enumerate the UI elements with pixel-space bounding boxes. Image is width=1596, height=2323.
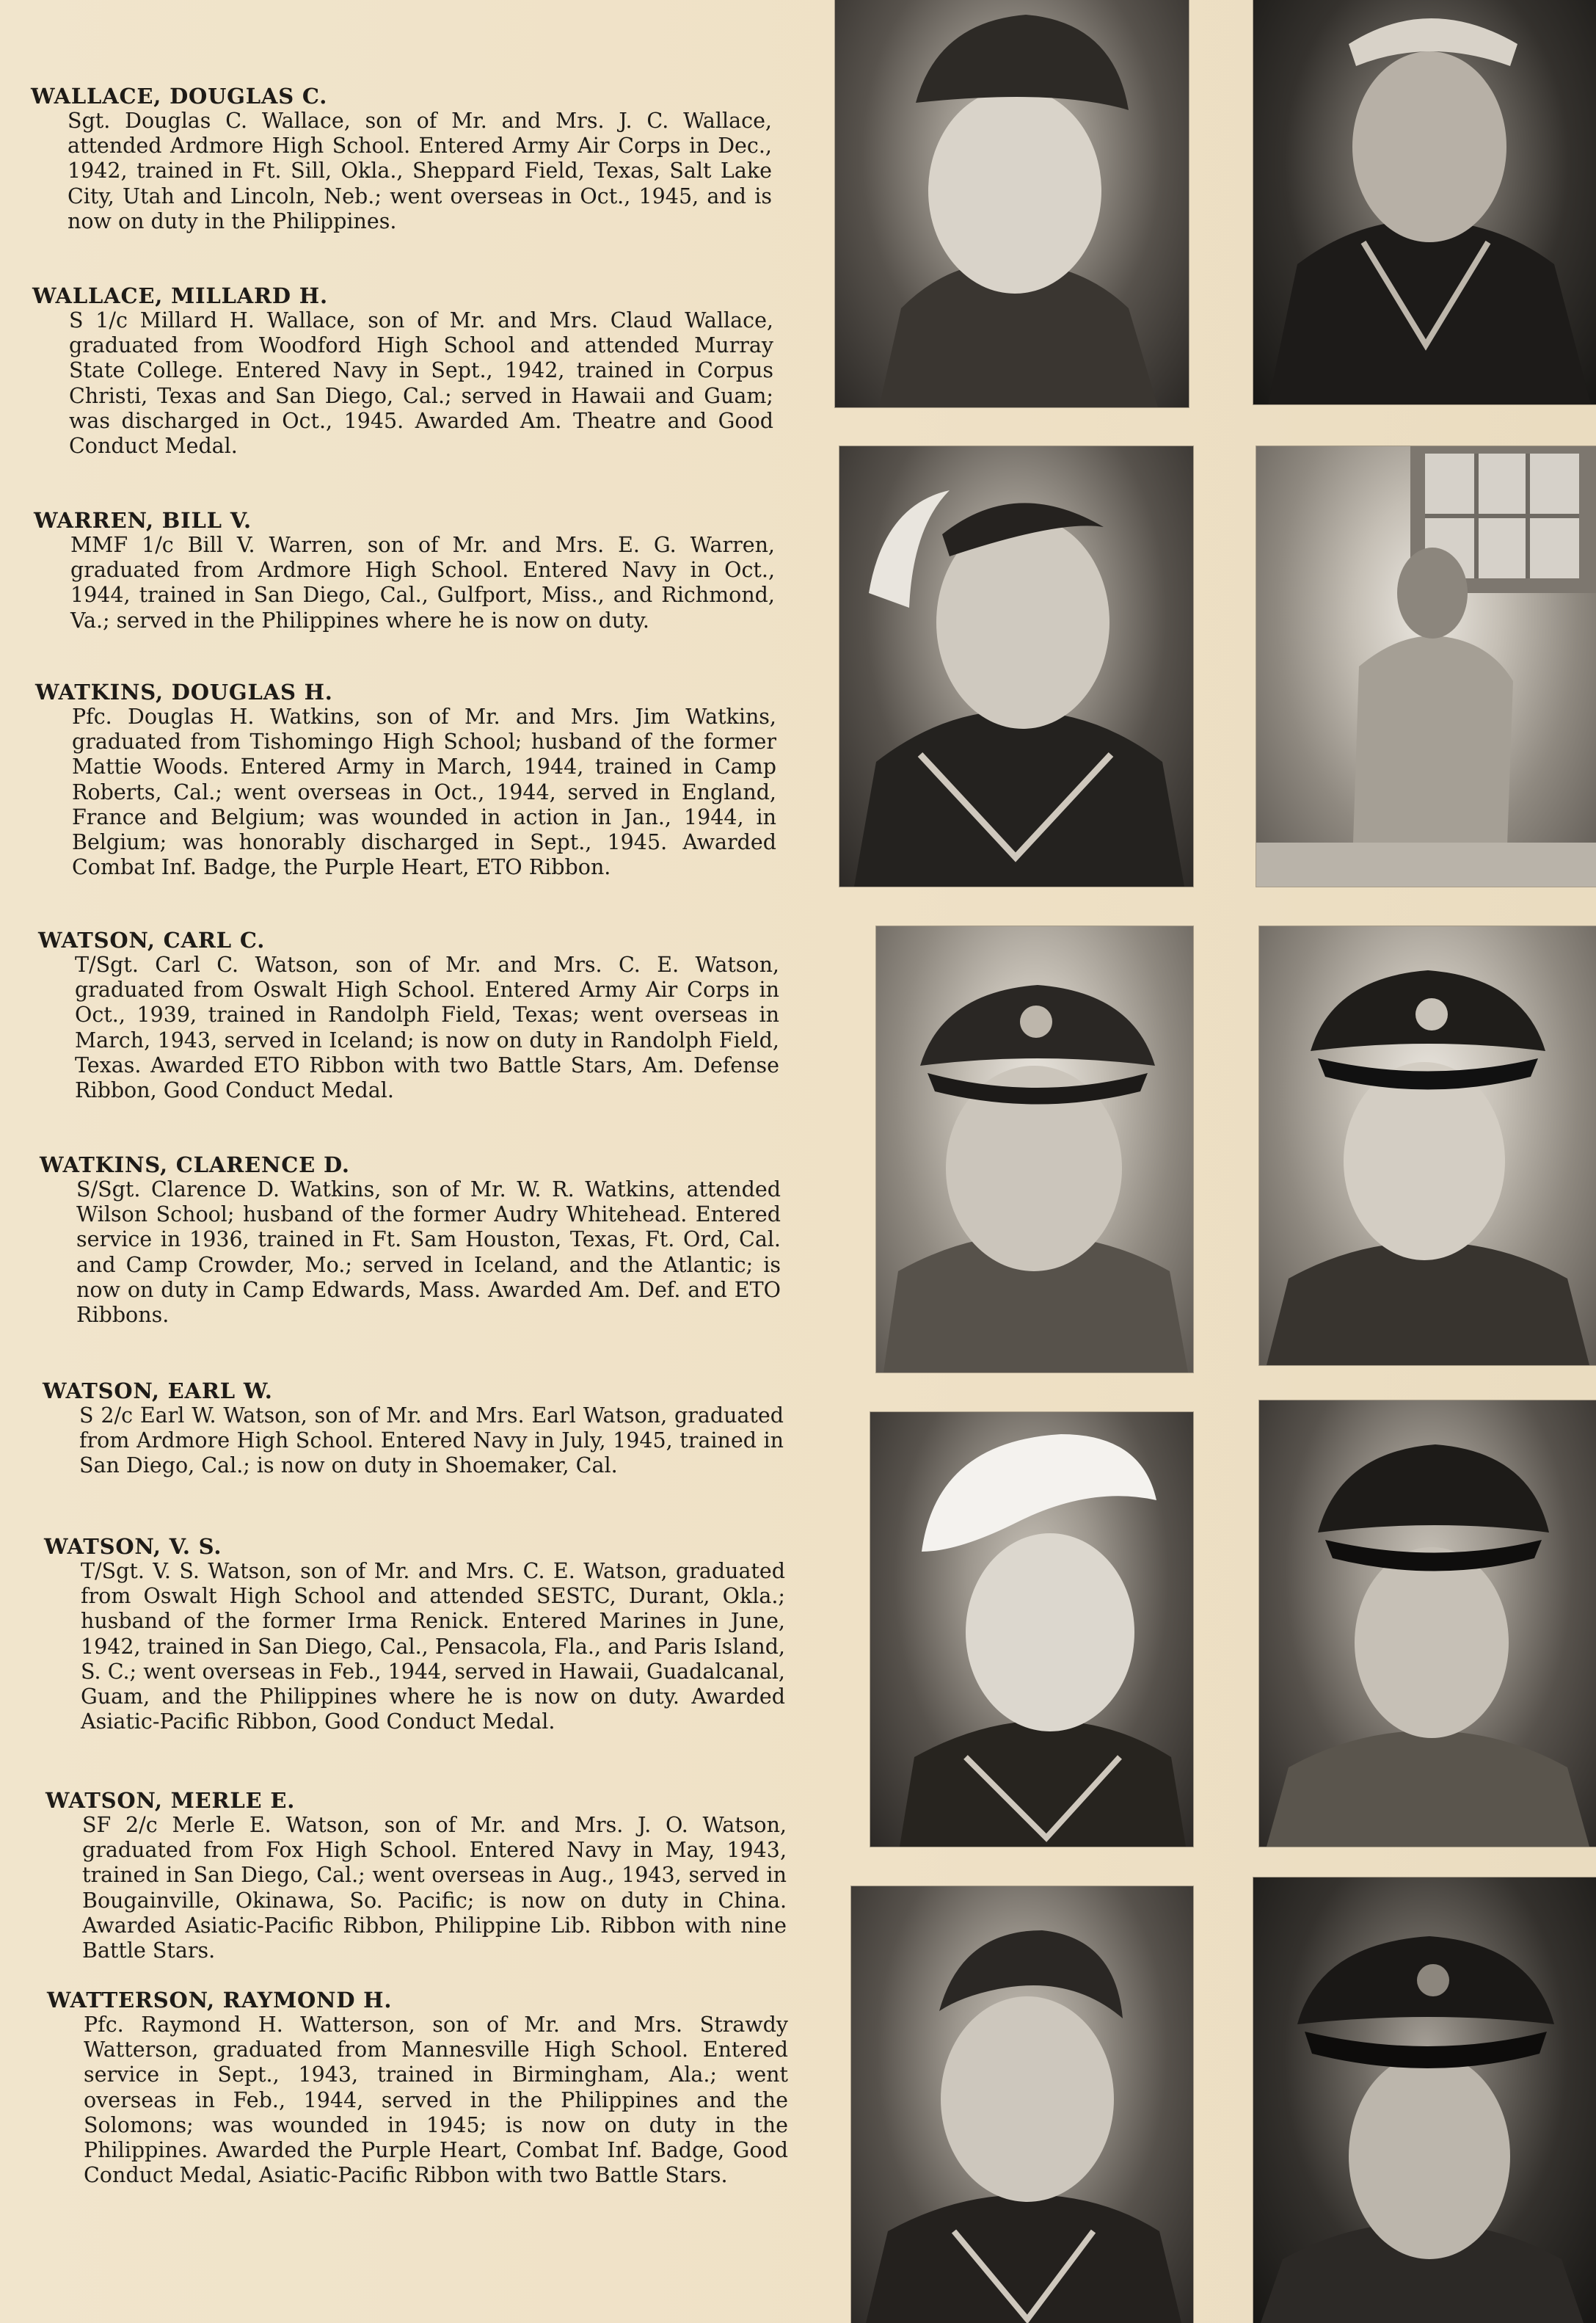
portrait-photo — [876, 926, 1193, 1373]
entry-name: WALLACE, MILLARD H. — [32, 283, 328, 308]
portrait-photo — [1256, 446, 1596, 887]
bio-entry-watson-merle — [45, 1788, 787, 1963]
entry-name: WATSON, CARL C. — [38, 928, 266, 953]
entry-body: T/Sgt. V. S. Watson, son of Mr. and Mrs. C. E. Watson, graduated from Oswalt High School and attended SESTC, Durant, Okla.; husband of the former Irma Renick. Entered Marines in June, 1942, trained in San Diego, Cal., Pensacola, Fla., and Paris Island, S. C.; went overseas in Feb., 1944, served in Hawaii, Guadalcanal, Guam, and the Philippines where he is now on duty. Awarded Asiatic-Pacific Ribbon, Good Conduct Medal. — [81, 1559, 785, 1734]
bio-entry-watson-earl — [43, 1378, 784, 1479]
entry-name: WATKINS, CLARENCE D. — [40, 1152, 350, 1177]
entry-name: WALLACE, DOUGLAS C. — [31, 84, 328, 109]
portrait-photo — [835, 0, 1189, 407]
portrait-photo — [1253, 0, 1596, 404]
entry-name: WARREN, BILL V. — [34, 508, 252, 533]
entry-name: WATKINS, DOUGLAS H. — [35, 680, 333, 705]
entry-name: WATSON, MERLE E. — [45, 1788, 296, 1813]
entry-body: SF 2/c Merle E. Watson, son of Mr. and Mrs. J. O. Watson, graduated from Fox High School. Entered Navy in May, 1943, trained in San Diego, Cal.; went overseas in Aug., 1943, served in Bougainville, Okinawa, So. Pacific; is now on duty in China. Awarded Asiatic-Pacific Ribbon, Philippine Lib. Ribbon with nine Battle Stars. — [82, 1813, 787, 1963]
portrait-photo — [1259, 926, 1596, 1365]
portrait-silhouette — [870, 1412, 1193, 1847]
portrait-silhouette — [1259, 1400, 1596, 1847]
portrait-photo — [1253, 1877, 1596, 2323]
portrait-photo — [1259, 1400, 1596, 1847]
entry-body: T/Sgt. Carl C. Watson, son of Mr. and Mrs. C. E. Watson, graduated from Oswalt High School. Entered Army Air Corps in Oct., 1939, trained in Randolph Field, Texas; went overseas in March, 1943, served in Iceland; is now on duty in Randolph Field, Texas. Awarded ETO Ribbon with two Battle Stars, Am. Defense Ribbon, Good Conduct Medal. — [75, 953, 779, 1103]
portrait-silhouette — [835, 0, 1189, 407]
entry-body: S 1/c Millard H. Wallace, son of Mr. and Mrs. Claud Wallace, graduated from Woodford High School and attended Murray State College. Entered Navy in Sept., 1942, trained in Corpus Christi, Texas and San Diego, Cal.; served in Hawaii and Guam; was discharged in Oct., 1945. Awarded Am. Theatre and Good Conduct Medal. — [69, 308, 773, 459]
bio-entry-wallace-millard — [32, 283, 773, 459]
bio-entry-watson-vs — [44, 1534, 785, 1734]
portrait-silhouette — [839, 446, 1193, 887]
portrait-silhouette — [1253, 1877, 1596, 2323]
bio-entry-watkins-clarence — [40, 1152, 781, 1328]
entry-name: WATSON, EARL W. — [43, 1378, 273, 1403]
portrait-silhouette — [1253, 0, 1596, 404]
bio-entry-warren-bill — [34, 508, 775, 633]
entry-body: Pfc. Raymond H. Watterson, son of Mr. and Mrs. Strawdy Watterson, graduated from Mannesville High School. Entered service in Sept., 1943, trained in Birmingham, Ala.; went overseas in Feb., 1944, served in the Philippines and the Solomons; was wounded in 1945; is now on duty in the Philippines. Awarded the Purple Heart, Combat Inf. Badge, Good Conduct Medal, Asiatic-Pacific Ribbon with two Battle Stars. — [84, 2013, 788, 2188]
portrait-silhouette — [1259, 926, 1596, 1365]
portrait-silhouette — [1256, 446, 1596, 887]
entry-name: WATSON, V. S. — [44, 1534, 222, 1559]
bio-entry-watterson-raymond — [47, 1988, 788, 2188]
portrait-photo — [839, 446, 1193, 887]
entry-name: WATTERSON, RAYMOND H. — [47, 1988, 393, 2013]
entry-body: Sgt. Douglas C. Wallace, son of Mr. and Mrs. J. C. Wallace, attended Ardmore High School. Entered Army Air Corps in Dec., 1942, trained in Ft. Sill, Okla., Sheppard Field, Texas, Salt Lake City, Utah and Lincoln, Neb.; went overseas in Oct., 1945, and is now on duty in the Philippines. — [68, 109, 772, 233]
entry-body: S/Sgt. Clarence D. Watkins, son of Mr. W. R. Watkins, attended Wilson School; husband of the former Audry Whitehead. Entered service in 1936, trained in Ft. Sam Houston, Texas, Ft. Ord, Cal. and Camp Crowder, Mo.; served in Iceland, and the Atlantic; is now on duty in Camp Edwards, Mass. Awarded Am. Def. and ETO Ribbons. — [76, 1177, 781, 1328]
entry-body: S 2/c Earl W. Watson, son of Mr. and Mrs. Earl Watson, graduated from Ardmore High School. Entered Navy in July, 1945, trained in San Diego, Cal.; is now on duty in Shoemaker, Cal. — [79, 1403, 784, 1478]
portrait-silhouette — [851, 1886, 1193, 2323]
entry-body: Pfc. Douglas H. Watkins, son of Mr. and Mrs. Jim Watkins, graduated from Tishomingo High School; husband of the former Mattie Woods. Entered Army in March, 1944, trained in Camp Roberts, Cal.; went overseas in Oct., 1944, served in England, France and Belgium; was wounded in action in Jan., 1944, in Belgium; was honorably discharged in Sept., 1945. Awarded Combat Inf. Badge, the Purple Heart, ETO Ribbon. — [72, 705, 776, 880]
portrait-grid — [822, 0, 1596, 2323]
portrait-photo — [870, 1412, 1193, 1847]
portrait-photo — [851, 1886, 1193, 2323]
entry-body: MMF 1/c Bill V. Warren, son of Mr. and Mrs. E. G. Warren, graduated from Ardmore High School. Entered Navy in Oct., 1944, trained in San Diego, Cal., Gulfport, Miss., and Richmond, Va.; served in the Philippines where he is now on duty. — [70, 533, 775, 633]
bio-entry-wallace-douglas — [31, 84, 772, 234]
portrait-silhouette — [876, 926, 1193, 1373]
bio-entry-watkins-douglas — [35, 680, 776, 880]
bio-entry-watson-carl — [38, 928, 779, 1103]
